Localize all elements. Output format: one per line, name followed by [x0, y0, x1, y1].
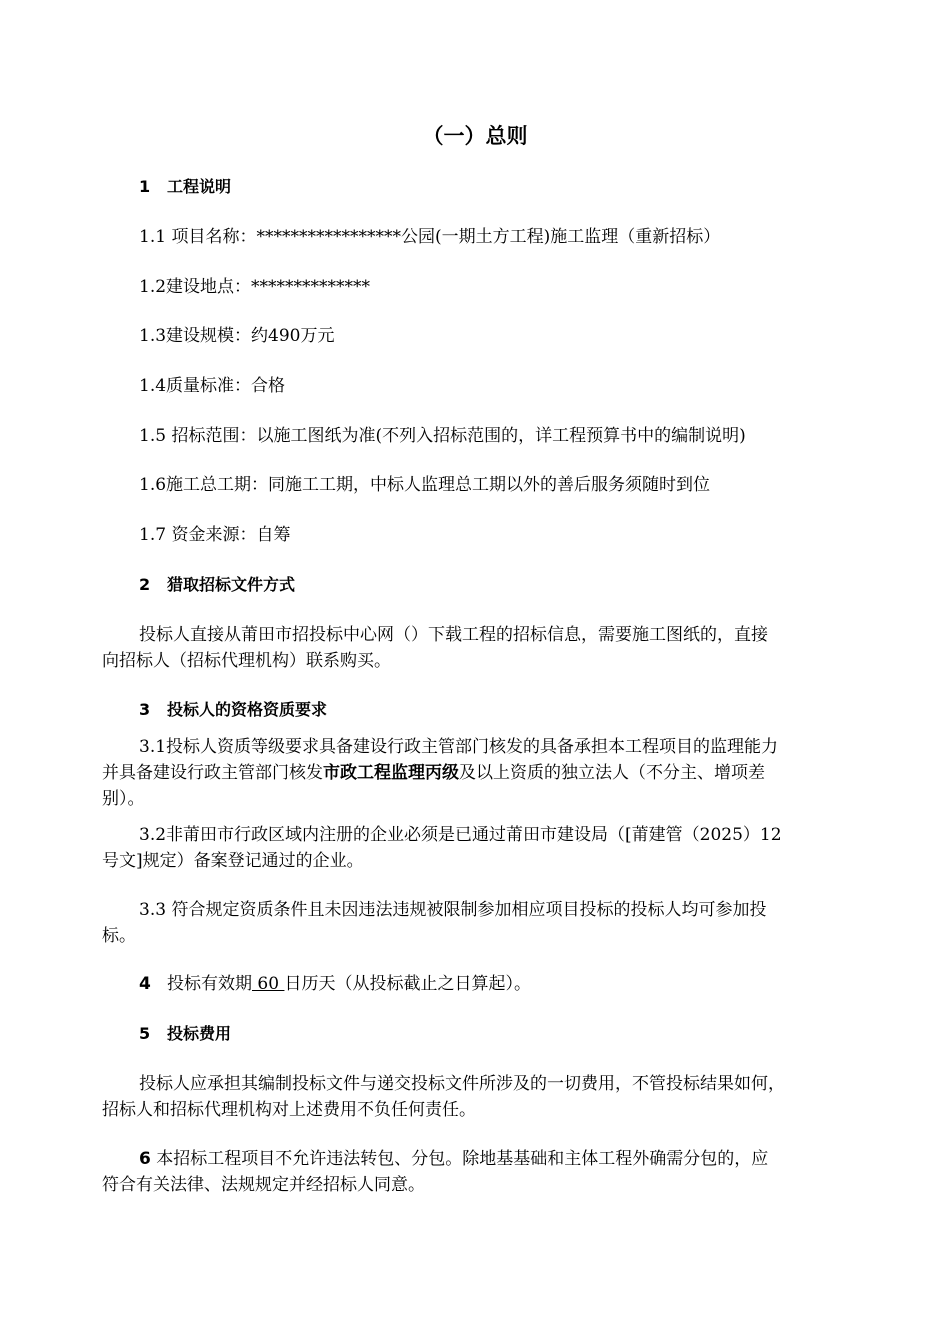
item-3-2-line-2: 号文]规定）备案登记通过的企业。 [102, 851, 364, 871]
item-1-4: 1.4质量标准：合格 [139, 376, 286, 396]
section-title: 投标费用 [167, 1024, 232, 1043]
item-1-6: 1.6施工总工期：同施工工期，中标人监理总工期以外的善后服务须随时到位 [139, 475, 711, 495]
text-run: 本招标工程项目不允许违法转包、分包。除地基基础和主体工程外确需分包的，应 [150, 1149, 769, 1169]
section-1-heading [139, 174, 907, 200]
section-number: 6 [139, 1149, 151, 1169]
validity-days: 60 [252, 974, 285, 994]
item-1-1: 1.1 项目名称：*****************公园(一期土方工程)施工监理（重新招标） [139, 227, 721, 247]
item-1-2: 1.2建设地点：************** [139, 277, 371, 297]
section-number: 3 [139, 700, 151, 719]
item-3-3-line-2: 标。 [102, 926, 136, 946]
item-3-1-line-2 [102, 760, 870, 786]
section-number: 2 [139, 575, 151, 594]
section-5-heading [139, 1021, 907, 1047]
text-run: 投标有效期 [167, 974, 252, 994]
item-1-7: 1.7 资金来源：自筹 [139, 525, 291, 545]
section-5-line-2: 招标人和招标代理机构对上述费用不负任何责任。 [102, 1100, 476, 1120]
section-2-heading [139, 572, 907, 598]
section-title: 工程说明 [167, 177, 232, 196]
section-6-line-2: 符合有关法律、法规规定并经招标人同意。 [102, 1175, 425, 1195]
page-title: （一）总则 [422, 124, 528, 148]
item-1-5: 1.5 招标范围：以施工图纸为准(不列入招标范围的，详工程预算书中的编制说明) [139, 426, 746, 446]
item-3-1-line-3: 别）。 [102, 789, 145, 809]
section-4 [139, 971, 907, 997]
section-2-line-1: 投标人直接从莆田市招投标中心网（）下载工程的招标信息，需要施工图纸的，直接 [139, 625, 768, 645]
section-2-line-2: 向招标人（招标代理机构）联系购买。 [102, 651, 391, 671]
item-3-3-line-1: 3.3 符合规定资质条件且未因违法违规被限制参加相应项目投标的投标人均可参加投 [139, 900, 767, 920]
section-title: 投标人的资格资质要求 [167, 700, 328, 719]
section-3-heading [139, 697, 907, 723]
item-1-3: 1.3建设规模：约490万元 [139, 326, 335, 346]
section-5-line-1: 投标人应承担其编制投标文件与递交投标文件所涉及的一切费用，不管投标结果如何， [139, 1074, 785, 1094]
item-3-1-line-1: 3.1投标人资质等级要求具备建设行政主管部门核发的具备承担本工程项目的监理能力 [139, 737, 779, 757]
text-run: 并具备建设行政主管部门核发 [102, 763, 323, 783]
item-3-2-line-1: 3.2非莆田市行政区域内注册的企业必须是已通过莆田市建设局（[莆建管（2025）12 [139, 825, 782, 845]
section-6-line-1 [102, 1146, 870, 1172]
text-run: 及以上资质的独立法人（不分主、增项差 [459, 763, 765, 783]
text-run: 日历天（从投标截止之日算起）。 [284, 974, 531, 994]
section-number: 5 [139, 1024, 151, 1043]
section-title: 猎取招标文件方式 [167, 575, 296, 594]
section-number: 1 [139, 177, 151, 196]
section-number: 4 [139, 974, 151, 994]
qualification-level: 市政工程监理丙级 [323, 763, 459, 783]
